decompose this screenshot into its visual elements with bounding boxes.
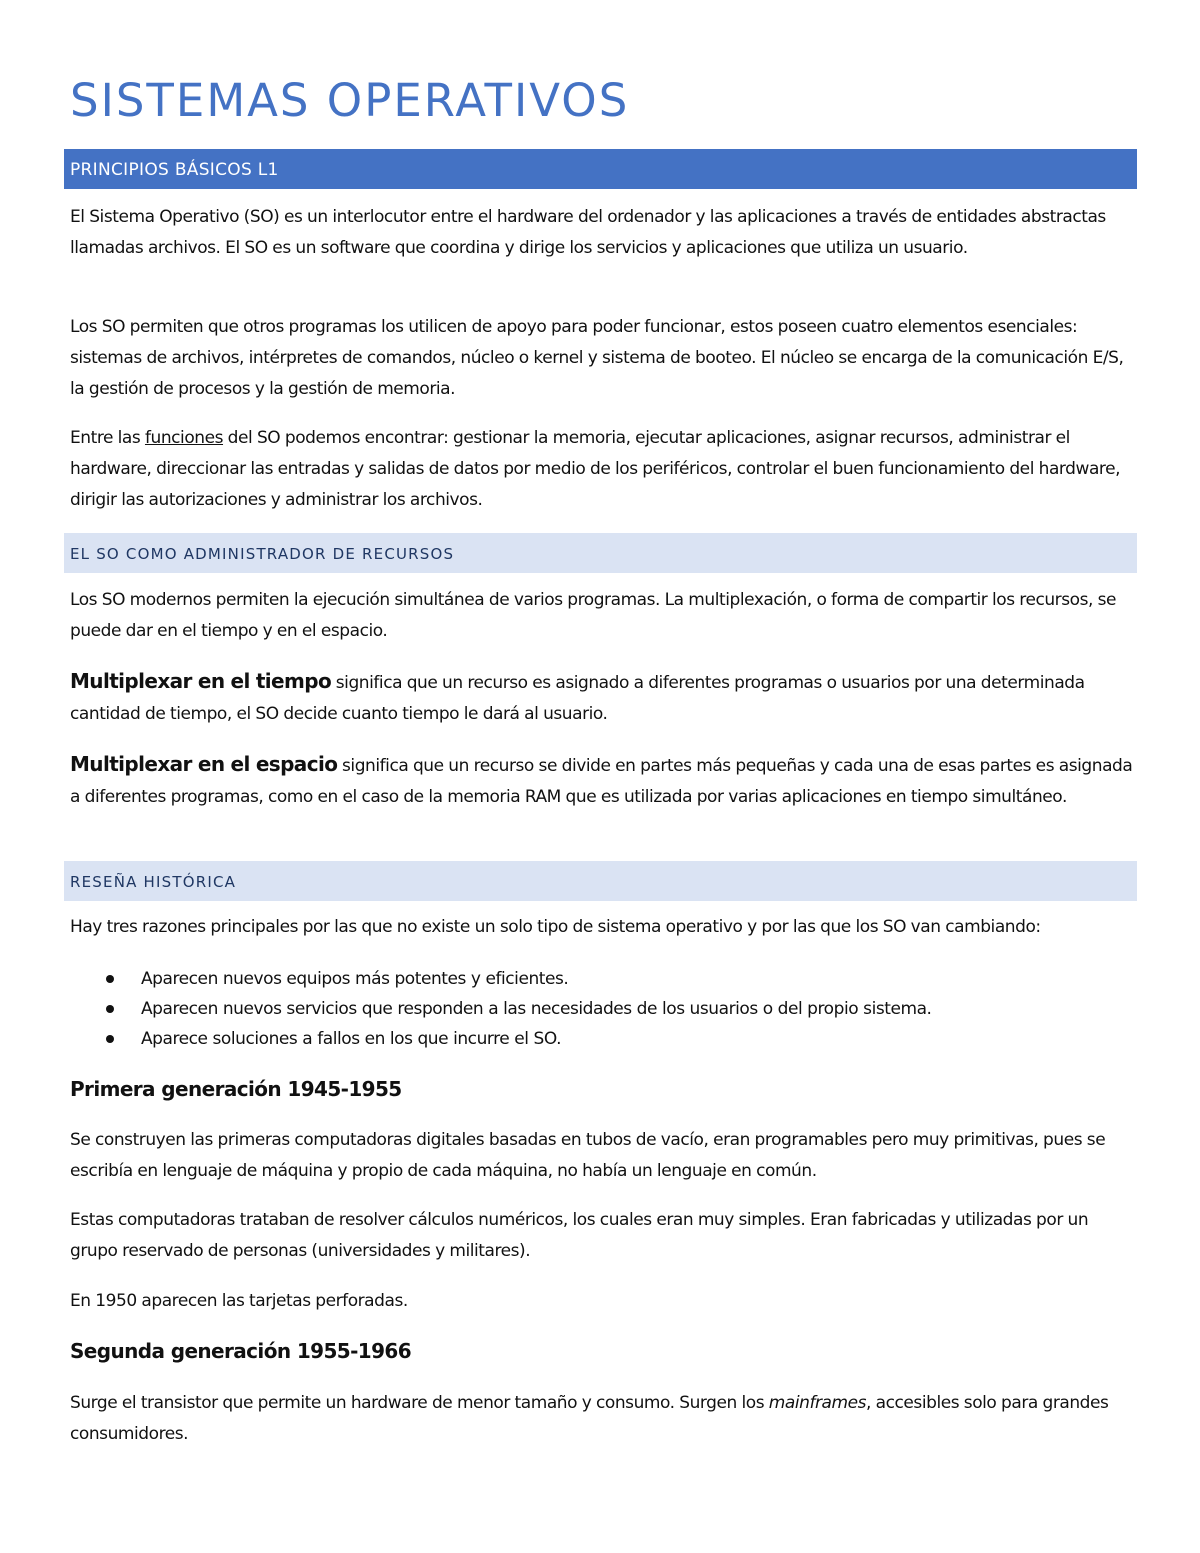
subheading-segunda-generacion: Segunda generación 1955-1966: [70, 1339, 412, 1363]
italic-term: mainframes: [768, 1393, 867, 1413]
text-run: significa que un recurso es asignado a diferentes programas o usuarios por una determinada cantidad de tiempo, el SO decide cuanto tiempo le dará al usuario.: [70, 673, 1085, 724]
text-run: del SO podemos encontrar: gestionar la memoria, ejecutar aplicaciones, asignar recursos, administrar el hardware, direccionar las entradas y salidas de datos por medio de los periféricos, controlar el buen funcionamiento del hardware, dirigir las autorizaciones y administrar los archivos.: [70, 428, 1121, 510]
bold-term: Multiplexar en el espacio: [70, 752, 338, 776]
underlined-term: funciones: [144, 428, 224, 448]
list-item: [70, 1024, 1140, 1054]
document-title: SISTEMAS OPERATIVOS: [70, 74, 630, 127]
paragraph: [70, 423, 1140, 516]
paragraph: El Sistema Operativo (SO) es un interlocutor entre el hardware del ordenador y las aplicaciones a través de entidades abstractas llamadas archivos. El SO es un software que coordina y dirige los servicios y aplicaciones que utiliza un usuario.: [70, 207, 1106, 258]
paragraph: Estas computadoras trataban de resolver cálculos numéricos, los cuales eran muy simples. Eran fabricadas y utilizadas por un grupo reservado de personas (universidades y militares).: [70, 1210, 1089, 1261]
text-run: Surge el transistor que permite un hardware de menor tamaño y consumo. Surgen los: [70, 1393, 769, 1413]
paragraph: En 1950 aparecen las tarjetas perforadas.: [70, 1291, 408, 1311]
paragraph: Hay tres razones principales por las que no existe un solo tipo de sistema operativo y por las que los SO van cambiando:: [70, 917, 1041, 937]
subheading-primera-generacion: Primera generación 1945-1955: [70, 1077, 402, 1101]
section-heading-principios: [64, 149, 1137, 189]
paragraph: Se construyen las primeras computadoras digitales basadas en tubos de vacío, eran programables pero muy primitivas, pues se escribía en lenguaje de máquina y propio de cada máquina, no había un lenguaje en común.: [70, 1130, 1106, 1181]
section-heading-text: RESEÑA HISTÓRICA: [70, 873, 237, 891]
section-heading-text: EL SO COMO ADMINISTRADOR DE RECURSOS: [70, 545, 455, 563]
bullet-list: [70, 964, 1140, 1054]
paragraph: Los SO modernos permiten la ejecución simultánea de varios programas. La multiplexación, o forma de compartir los recursos, se puede dar en el tiempo y en el espacio.: [70, 590, 1117, 641]
text-run: Entre las: [70, 428, 145, 448]
bullet-icon: [106, 975, 114, 983]
list-item-text: Aparecen nuevos servicios que responden a las necesidades de los usuarios o del propio sistema.: [141, 999, 932, 1019]
paragraph: Los SO permiten que otros programas los utilicen de apoyo para poder funcionar, estos poseen cuatro elementos esenciales: sistemas de archivos, intérpretes de comandos, núcleo o kernel y sistema de booteo. El núcleo se encarga de la comunicación E/S, la gestión de procesos y la gestión de memoria.: [70, 317, 1124, 399]
paragraph: [70, 1388, 1140, 1450]
text-run: , accesibles solo para grandes consumidores.: [70, 1393, 1109, 1444]
bullet-icon: [106, 1005, 114, 1013]
section-heading-administrador: [64, 533, 1137, 573]
text-run: significa que un recurso se divide en partes más pequeñas y cada una de esas partes es asignada a diferentes programas, como en el caso de la memoria RAM que es utilizada por varias aplicaciones en tiempo simultáneo.: [70, 756, 1133, 807]
section-heading-text: PRINCIPIOS BÁSICOS L1: [70, 160, 279, 180]
list-item-text: Aparecen nuevos equipos más potentes y eficientes.: [141, 969, 569, 989]
bold-term: Multiplexar en el tiempo: [70, 669, 332, 693]
paragraph: [70, 749, 1140, 813]
list-item-text: Aparece soluciones a fallos en los que incurre el SO.: [141, 1029, 562, 1049]
bullet-icon: [106, 1035, 114, 1043]
paragraph: [70, 666, 1140, 730]
list-item: [70, 994, 1140, 1024]
list-item: [70, 964, 1140, 994]
section-heading-resena: [64, 861, 1137, 901]
